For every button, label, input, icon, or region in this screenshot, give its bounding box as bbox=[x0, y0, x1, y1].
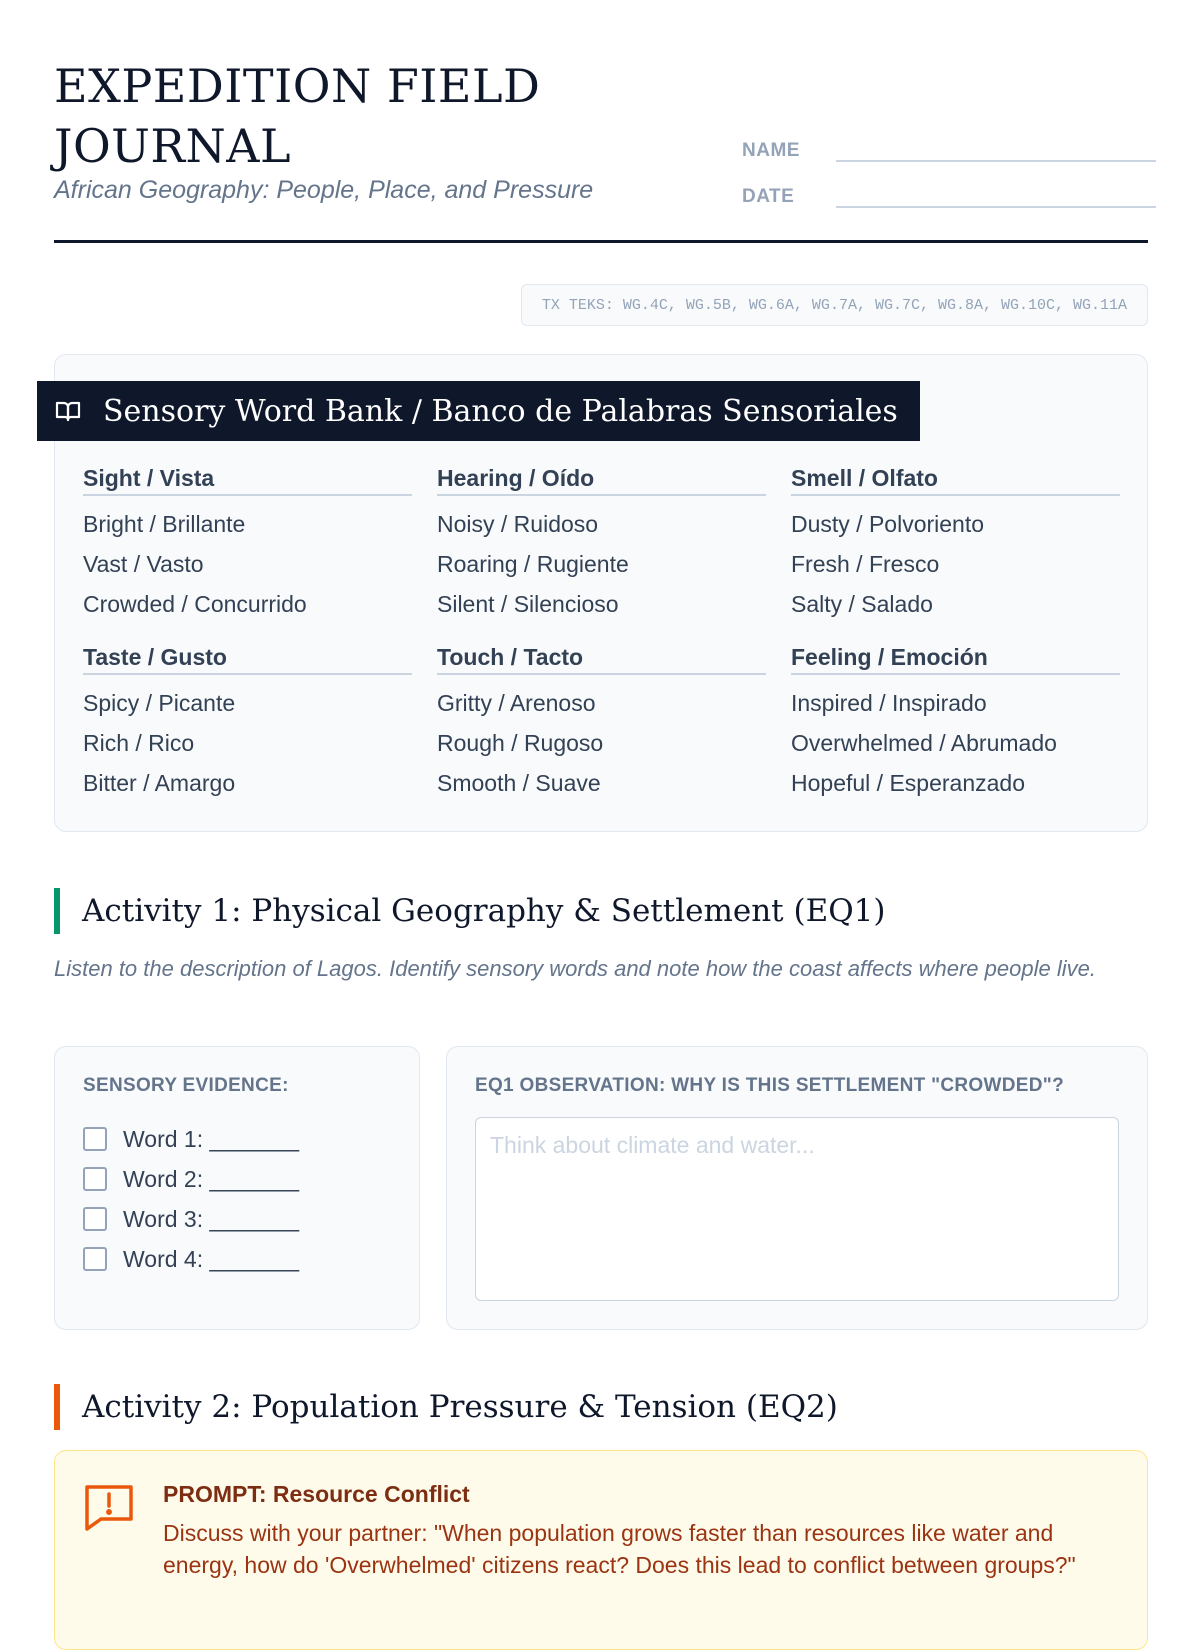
word-item: Fresh / Fresco bbox=[791, 551, 940, 577]
activity-2-accent-bar bbox=[54, 1384, 60, 1430]
category-heading: Taste / Gusto bbox=[83, 644, 412, 675]
observation-panel bbox=[446, 1046, 1148, 1330]
evidence-item-label: Word 2: _______ bbox=[123, 1165, 300, 1192]
word-item: Vast / Vasto bbox=[83, 551, 204, 577]
evidence-item-2 bbox=[83, 1159, 299, 1199]
prompt-title: PROMPT: Resource Conflict bbox=[163, 1481, 470, 1507]
word-item: Inspired / Inspirado bbox=[791, 690, 987, 716]
category-heading: Hearing / Oído bbox=[437, 465, 766, 496]
book-open-icon bbox=[55, 400, 81, 422]
alert-message-icon bbox=[83, 1481, 135, 1533]
category-heading: Feeling / Emoción bbox=[791, 644, 1120, 675]
date-label: DATE bbox=[742, 186, 795, 207]
date-field[interactable] bbox=[836, 178, 1156, 208]
word-category-feeling bbox=[791, 644, 1120, 803]
category-heading: Touch / Tacto bbox=[437, 644, 766, 675]
name-field[interactable] bbox=[836, 132, 1156, 162]
word-item: Rich / Rico bbox=[83, 730, 195, 756]
word-category-touch bbox=[437, 644, 766, 803]
word-item: Spicy / Picante bbox=[83, 690, 236, 716]
evidence-checkbox-2[interactable] bbox=[83, 1167, 107, 1191]
category-heading: Sight / Vista bbox=[83, 465, 412, 496]
evidence-item-label: Word 1: _______ bbox=[123, 1125, 300, 1152]
discussion-prompt-box bbox=[54, 1450, 1148, 1650]
observation-label: EQ1 OBSERVATION: WHY IS THIS SETTLEMENT "CROWDED"? bbox=[475, 1075, 1064, 1096]
standards-badge: TX TEKS: WG.4C, WG.5B, WG.6A, WG.7A, WG.7C, WG.8A, WG.10C, WG.11A bbox=[521, 284, 1148, 326]
word-category-smell bbox=[791, 465, 1120, 624]
title-line-1: EXPEDITION FIELD bbox=[54, 59, 541, 113]
activity-2-header bbox=[54, 1384, 838, 1430]
word-bank-grid bbox=[83, 465, 1123, 803]
evidence-checklist bbox=[83, 1119, 299, 1279]
evidence-item-label: Word 3: _______ bbox=[123, 1205, 300, 1232]
word-item: Bright / Brillante bbox=[83, 511, 246, 537]
word-item: Bitter / Amargo bbox=[83, 770, 236, 796]
evidence-checkbox-1[interactable] bbox=[83, 1127, 107, 1151]
word-item: Gritty / Arenoso bbox=[437, 690, 596, 716]
category-heading: Smell / Olfato bbox=[791, 465, 1120, 496]
prompt-body: Discuss with your partner: "When population grows faster than resources like water and energy, how do 'Overwhelmed' citizens react? Does this lead to conflict between groups?" bbox=[163, 1520, 1076, 1578]
name-label: NAME bbox=[742, 140, 800, 161]
page-subtitle: African Geography: People, Place, and Pressure bbox=[54, 176, 594, 204]
word-item: Hopeful / Esperanzado bbox=[791, 770, 1025, 796]
evidence-checkbox-3[interactable] bbox=[83, 1207, 107, 1231]
word-item: Overwhelmed / Abrumado bbox=[791, 730, 1057, 756]
name-row bbox=[742, 132, 1156, 162]
date-row bbox=[742, 178, 1156, 208]
activity-1-title: Activity 1: Physical Geography & Settlement (EQ1) bbox=[82, 893, 886, 929]
activity-2-title: Activity 2: Population Pressure & Tension (EQ2) bbox=[82, 1389, 838, 1425]
header-divider bbox=[54, 240, 1148, 243]
activity-1-accent-bar bbox=[54, 888, 60, 934]
activity-1-instructions: Listen to the description of Lagos. Identify sensory words and note how the coast affects where people live. bbox=[54, 956, 1096, 981]
evidence-item-1 bbox=[83, 1119, 299, 1159]
word-bank-title: Sensory Word Bank / Banco de Palabras Sensoriales bbox=[103, 393, 898, 429]
sensory-evidence-label: SENSORY EVIDENCE: bbox=[83, 1075, 289, 1096]
evidence-item-4 bbox=[83, 1239, 299, 1279]
title-line-2: JOURNAL bbox=[54, 119, 292, 173]
word-item: Smooth / Suave bbox=[437, 770, 601, 796]
evidence-item-label: Word 4: _______ bbox=[123, 1245, 300, 1272]
word-item: Noisy / Ruidoso bbox=[437, 511, 599, 537]
observation-textarea[interactable] bbox=[475, 1117, 1119, 1301]
word-category-hearing bbox=[437, 465, 766, 624]
word-item: Roaring / Rugiente bbox=[437, 551, 629, 577]
word-bank-banner bbox=[37, 381, 920, 441]
word-item: Dusty / Polvoriento bbox=[791, 511, 985, 537]
evidence-item-3 bbox=[83, 1199, 299, 1239]
activity-1-header bbox=[54, 888, 885, 934]
word-item: Rough / Rugoso bbox=[437, 730, 604, 756]
sensory-word-bank bbox=[54, 354, 1148, 832]
word-item: Crowded / Concurrido bbox=[83, 591, 307, 617]
word-category-taste bbox=[83, 644, 412, 803]
evidence-checkbox-4[interactable] bbox=[83, 1247, 107, 1271]
sensory-evidence-panel bbox=[54, 1046, 420, 1330]
word-item: Salty / Salado bbox=[791, 591, 933, 617]
page-title bbox=[54, 56, 540, 176]
word-item: Silent / Silencioso bbox=[437, 591, 619, 617]
word-category-sight bbox=[83, 465, 412, 624]
